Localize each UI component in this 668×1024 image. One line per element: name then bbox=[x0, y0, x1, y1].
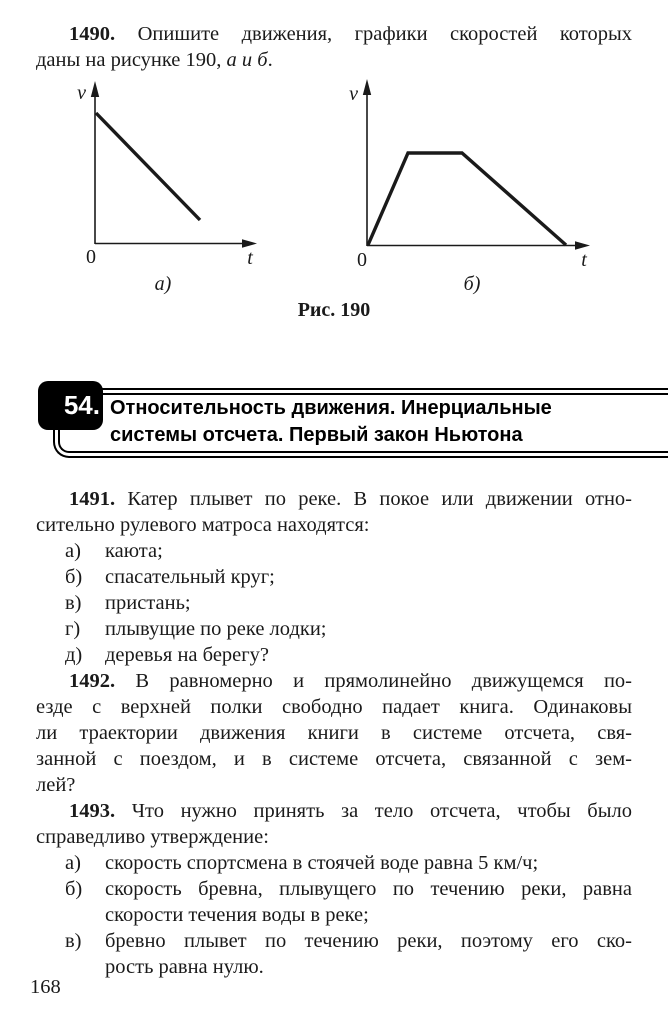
list-marker: а) bbox=[65, 852, 81, 874]
list-item-b-continuation: скорости течения воды в реке; bbox=[105, 904, 369, 926]
list-marker: б) bbox=[65, 566, 83, 588]
list-marker: а) bbox=[65, 540, 81, 562]
graph-a bbox=[77, 81, 257, 295]
graph-b-sublabel: б) bbox=[463, 273, 481, 295]
figure-caption: Рис. 190 bbox=[297, 299, 371, 321]
graph-b bbox=[349, 79, 590, 295]
graph-b-t-label: t bbox=[581, 249, 587, 271]
page-number: 168 bbox=[30, 976, 61, 998]
problem-1491-line-1: 1491. Катер плывет по реке. В покое или движении отно- bbox=[69, 488, 632, 510]
list-item-a: а) каюта; bbox=[65, 540, 163, 562]
list-marker: д) bbox=[65, 644, 83, 666]
problem-1492-line-3: ли траектории движения книги в системе отсчета, свя- bbox=[36, 722, 632, 744]
list-marker: б) bbox=[65, 878, 83, 900]
problem-1493-line-2: справедливо утверждение: bbox=[36, 826, 269, 848]
list-item-v: в) бревно плывет по течению реки, поэтому его ско- bbox=[65, 930, 632, 952]
list-item-b: б) спасательный круг; bbox=[65, 566, 275, 588]
problem-1492-line-5: лей? bbox=[36, 774, 76, 796]
list-item-v: в) пристань; bbox=[65, 592, 191, 614]
list-marker: г) bbox=[65, 618, 81, 640]
problem-1491-line-2: сительно рулевого матроса находятся: bbox=[36, 514, 370, 536]
list-item-a: а) скорость спортсмена в стоячей воде равна 5 км/ч; bbox=[65, 852, 539, 874]
graph-a-sublabel: а) bbox=[154, 273, 172, 295]
section-title-line-1: Относительность движения. Инерциальные bbox=[110, 397, 552, 419]
graph-b-v-label: v bbox=[349, 83, 358, 105]
problem-1493-line-1: 1493. Что нужно принять за тело отсчета, чтобы было bbox=[69, 800, 632, 822]
list-marker: в) bbox=[65, 930, 82, 952]
section-number-badge bbox=[38, 381, 103, 430]
problem-1492-line-1: 1492. В равномерно и прямолинейно движущемся по- bbox=[69, 670, 632, 692]
graph-a-velocity-line bbox=[96, 113, 200, 220]
problem-1490-number: 1490. bbox=[69, 23, 116, 45]
problem-1491-number: 1491. bbox=[69, 488, 116, 510]
problem-1492 bbox=[36, 668, 632, 798]
problem-1493-number: 1493. bbox=[69, 800, 116, 822]
problem-1490-text: Опишите движения, графики скоростей которых bbox=[115, 23, 632, 45]
section-number: 54. bbox=[63, 390, 100, 420]
problem-1490-line-2: даны на рисунке 190, а и б. bbox=[36, 49, 273, 71]
graph-b-origin-label: 0 bbox=[357, 249, 367, 271]
graph-b-velocity-line bbox=[368, 153, 566, 245]
graph-b-v-axis-arrow-icon bbox=[363, 79, 371, 95]
list-item-g: г) плывущие по реке лодки; bbox=[65, 618, 327, 640]
section-title-line-2: системы отсчета. Первый закон Ньютона bbox=[110, 424, 523, 446]
problems-block bbox=[36, 486, 632, 980]
figure-reference-italic: а и б bbox=[226, 49, 268, 71]
section-title bbox=[110, 395, 630, 449]
list-item-b: б) скорость бревна, плывущего по течению реки, равна bbox=[65, 878, 632, 900]
figure-190 bbox=[0, 0, 668, 335]
list-item-v-continuation: рость равна нулю. bbox=[105, 956, 264, 978]
graph-a-v-axis-arrow-icon bbox=[91, 81, 99, 97]
problem-1492-line-4: занной с поездом, и в системе отсчета, связанной с зем- bbox=[36, 748, 632, 770]
problem-1492-number: 1492. bbox=[69, 670, 116, 692]
graph-a-t-label: t bbox=[247, 247, 253, 269]
problem-1492-line-2: езде с верхней полки свободно падает книга. Одинаковы bbox=[36, 696, 632, 718]
graph-a-v-label: v bbox=[77, 82, 86, 104]
problem-1493 bbox=[36, 798, 632, 980]
graph-a-origin-label: 0 bbox=[86, 246, 96, 268]
list-item-d: д) деревья на берегу? bbox=[65, 644, 270, 666]
list-marker: в) bbox=[65, 592, 82, 614]
problem-1491 bbox=[36, 486, 632, 668]
